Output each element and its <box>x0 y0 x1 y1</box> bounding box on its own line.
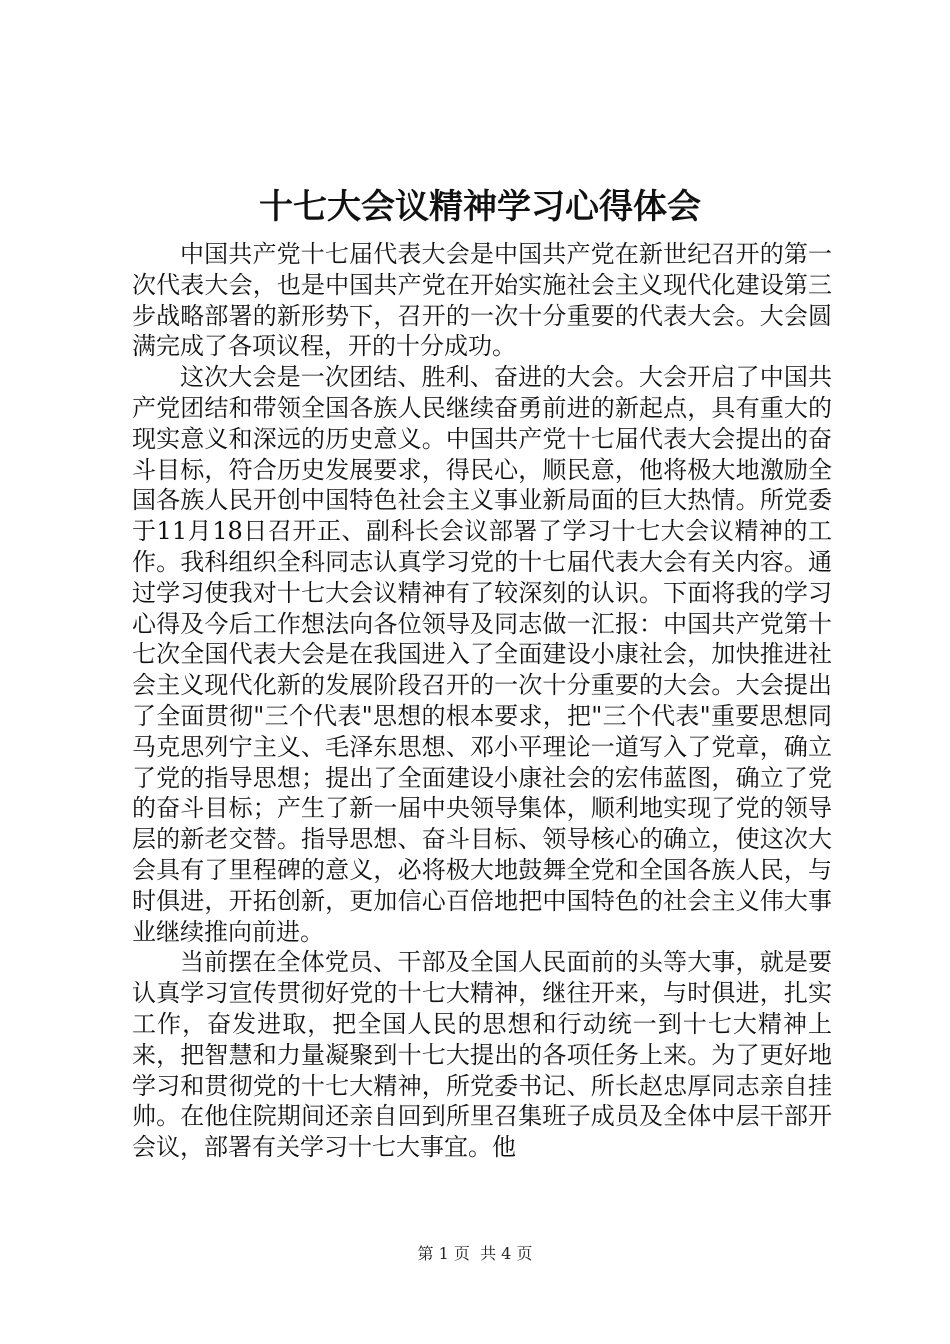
document-title: 十七大会议精神学习心得体会 <box>259 187 701 227</box>
document-body <box>132 239 832 1163</box>
page-number-footer: 第 1 页 共 4 页 <box>417 1244 533 1263</box>
paragraph-2: 这次大会是一次团结、胜利、奋进的大会。大会开启了中国共产党团结和带领全国各族人民继续奋勇前进的新起点，具有重大的现实意义和深远的历史意义。中国共产党十七届代表大会提出的奋斗目标，符合历史发展要求，得民心，顺民意，他将极大地激励全国各族人民开创中国特色社会主义事业新局面的巨大热情。所党委于11月18日召开正、副科长会议部署了学习十七大会议精神的工作。我科组织全科同志认真学习党的十七届代表大会有关内容。通过学习使我对十七大会议精神有了较深刻的认识。下面将我的学习心得及今后工作想法向各位领导及同志做一汇报：中国共产党第十七次全国代表大会是在我国进入了全面建设小康社会，加快推进社会主义现代化新的发展阶段召开的一次十分重要的大会。大会提出了全面贯彻"三个代表"思想的根本要求，把"三个代表"重要思想同马克思列宁主义、毛泽东思想、邓小平理论一道写入了党章，确立了党的指导思想；提出了全面建设小康社会的宏伟蓝图，确立了党的奋斗目标；产生了新一届中央领导集体，顺利地实现了党的领导层的新老交替。指导思想、奋斗目标、领导核心的确立，使这次大会具有了里程碑的意义，必将极大地鼓舞全党和全国各族人民，与时俱进，开拓创新，更加信心百倍地把中国特色的社会主义伟大事业继续推向前进。 <box>132 363 832 946</box>
paragraph-3: 当前摆在全体党员、干部及全国人民面前的头等大事，就是要认真学习宣传贯彻好党的十七大精神，继往开来，与时俱进，扎实工作，奋发进取，把全国人民的思想和行动统一到十七大精神上来，把智慧和力量凝聚到十七大提出的各项任务上来。为了更好地学习和贯彻党的十七大精神，所党委书记、所长赵忠厚同志亲自挂帅。在他住院期间还亲自回到所里召集班子成员及全体中层干部开会议，部署有关学习十七大事宜。他 <box>132 948 832 1162</box>
paragraph-1: 中国共产党十七届代表大会是中国共产党在新世纪召开的第一次代表大会，也是中国共产党在开始实施社会主义现代化建设第三步战略部署的新形势下，召开的一次十分重要的代表大会。大会圆满完成了各项议程，开的十分成功。 <box>132 240 832 361</box>
